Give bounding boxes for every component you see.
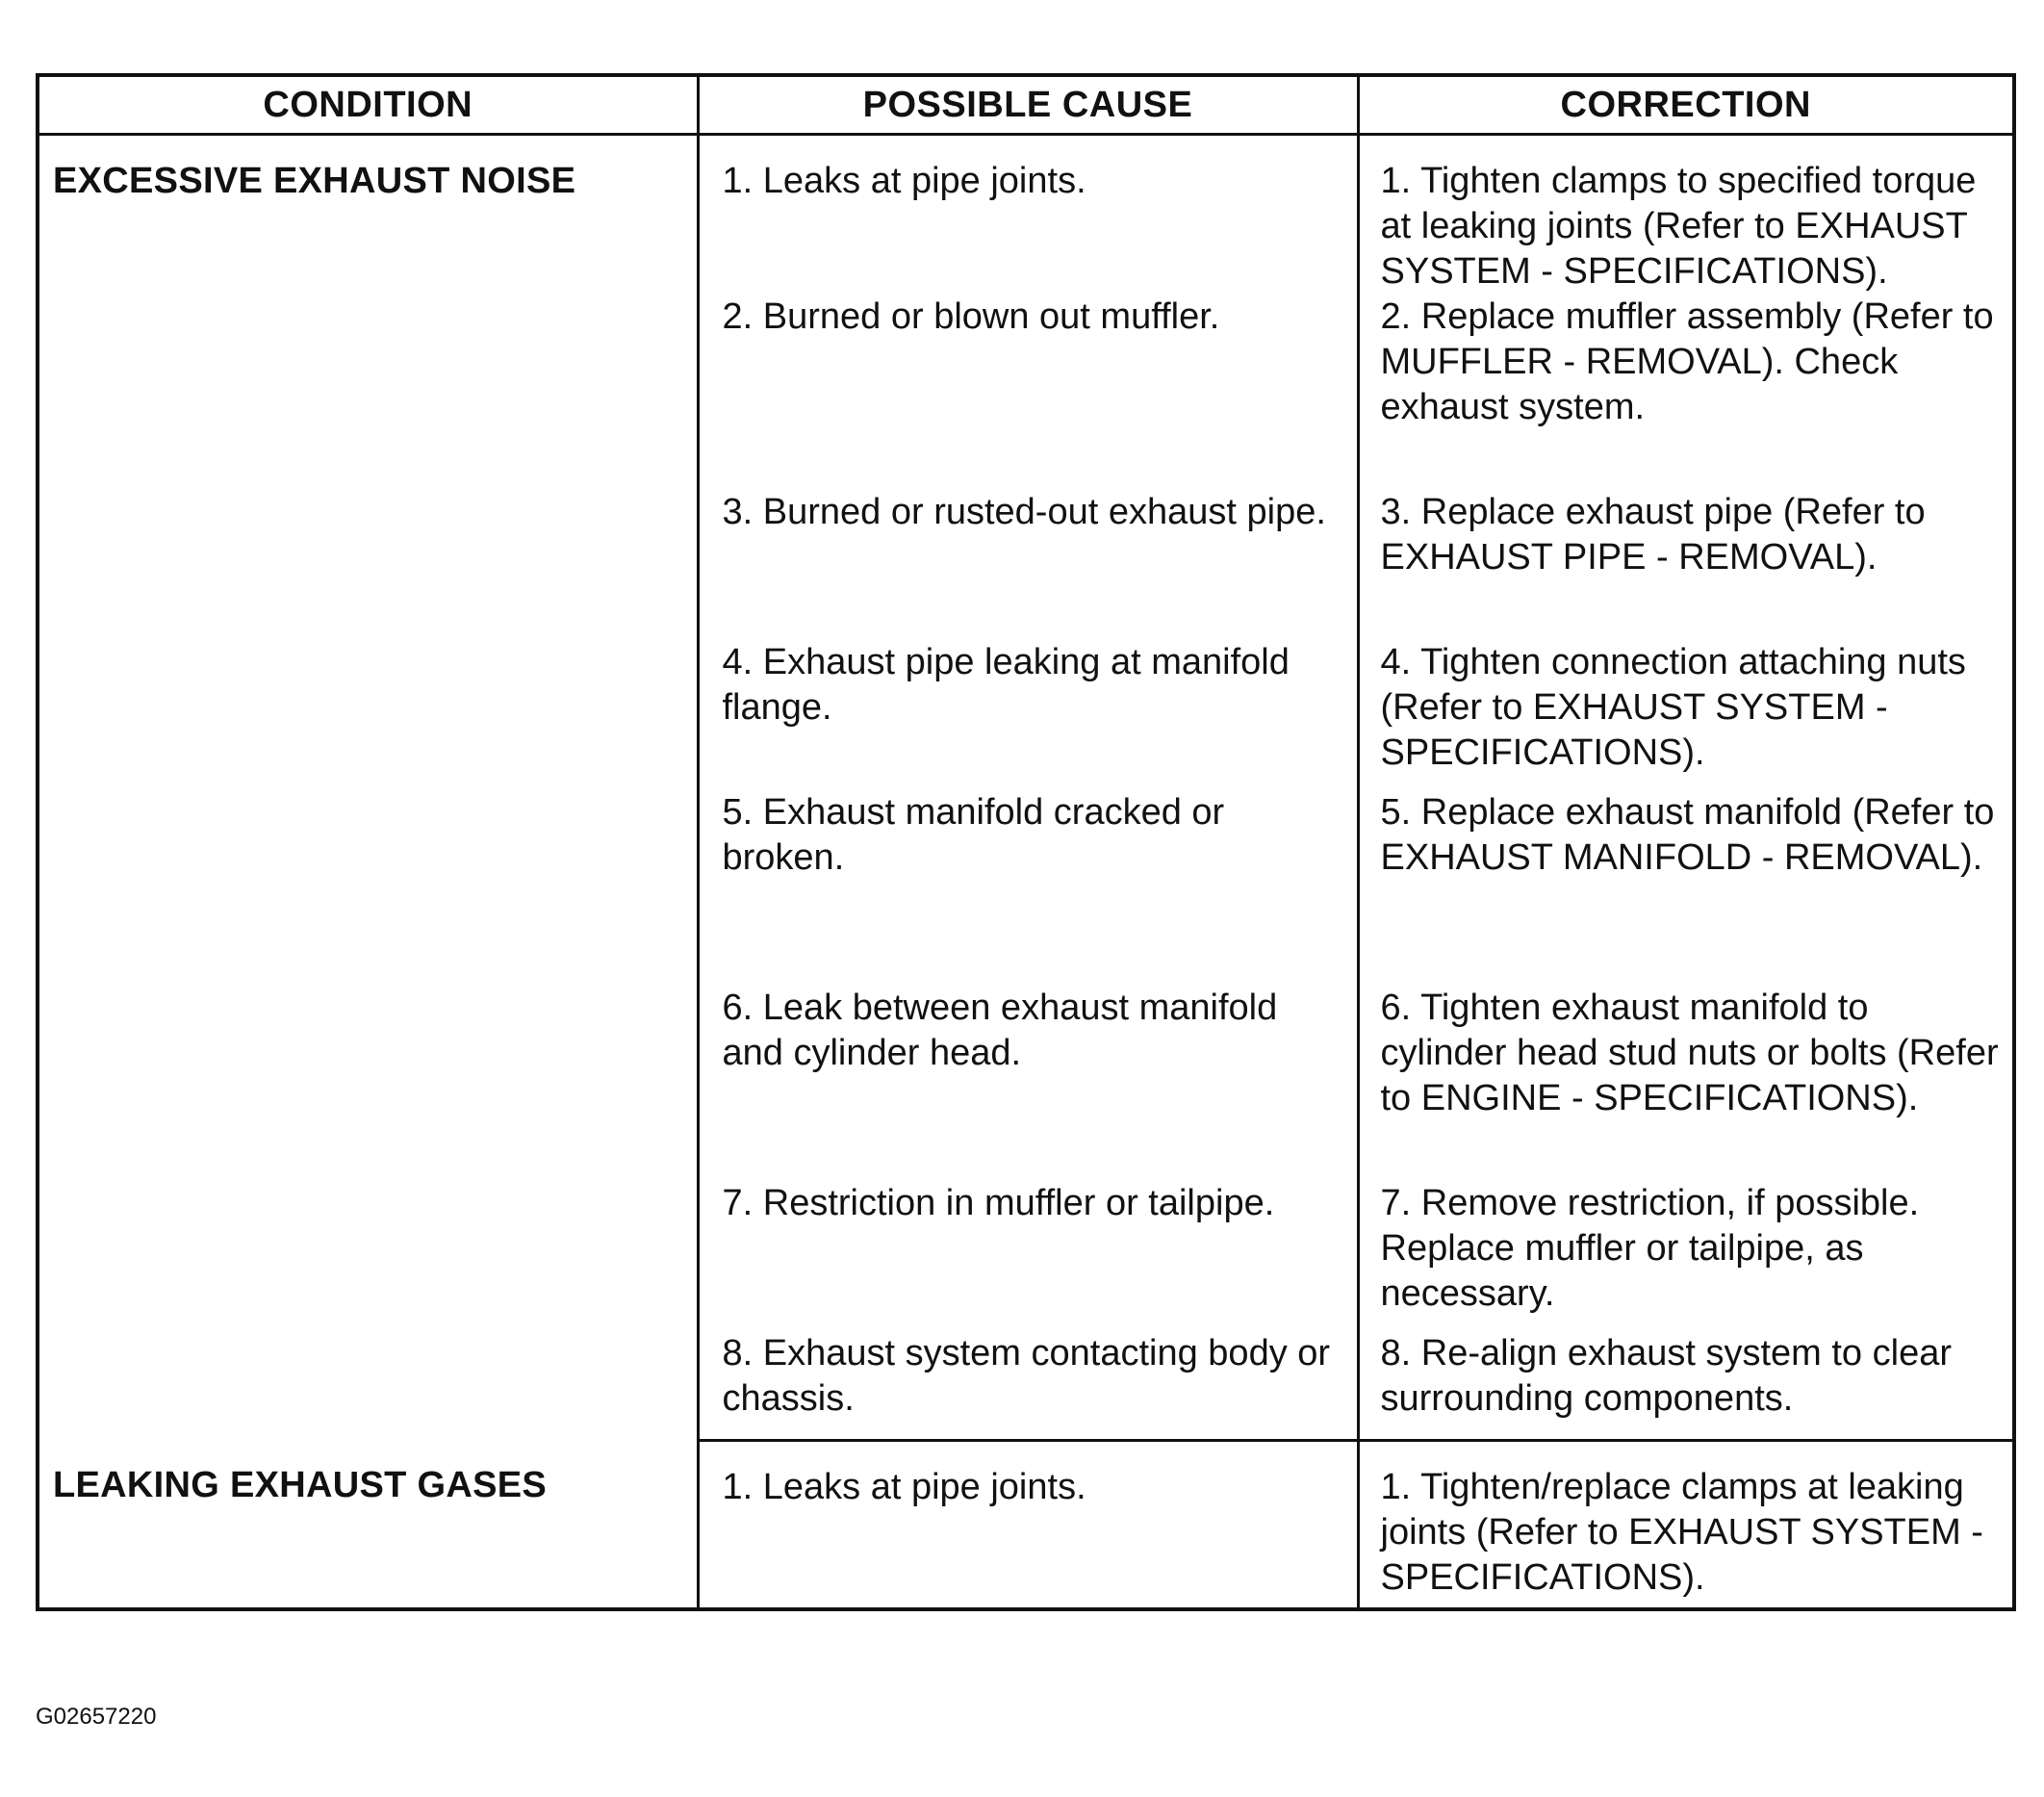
cause-cell: 8. Exhaust system contacting body or chassis. bbox=[698, 1331, 1358, 1440]
correction-cell: 4. Tighten connection attaching nuts (Refer to EXHAUST SYSTEM - SPECIFICATIONS). bbox=[1358, 640, 2014, 790]
cause-cell: 6. Leak between exhaust manifold and cylinder head. bbox=[698, 986, 1358, 1181]
correction-cell: 7. Remove restriction, if possible. Replace muffler or tailpipe, as necessary. bbox=[1358, 1181, 2014, 1331]
correction-cell: 3. Replace exhaust pipe (Refer to EXHAUST PIPE - REMOVAL). bbox=[1358, 490, 2014, 640]
cause-cell: 4. Exhaust pipe leaking at manifold flange. bbox=[698, 640, 1358, 790]
cause-cell: 2. Burned or blown out muffler. bbox=[698, 295, 1358, 490]
correction-cell: 1. Tighten clamps to specified torque at leaking joints (Refer to EXHAUST SYSTEM - SPECIFICATIONS). bbox=[1358, 135, 2014, 295]
diagnosis-table bbox=[36, 73, 2016, 1611]
header-possible-cause: POSSIBLE CAUSE bbox=[698, 75, 1358, 135]
condition-leaking-exhaust-gases: LEAKING EXHAUST GASES bbox=[38, 1440, 698, 1609]
header-row bbox=[38, 75, 2014, 135]
correction-cell: 1. Tighten/replace clamps at leaking joints (Refer to EXHAUST SYSTEM - SPECIFICATIONS). bbox=[1358, 1440, 2014, 1609]
cause-cell: 1. Leaks at pipe joints. bbox=[698, 1440, 1358, 1609]
header-condition: CONDITION bbox=[38, 75, 698, 135]
table-row bbox=[38, 1440, 2014, 1609]
figure-id: G02657220 bbox=[36, 1704, 157, 1730]
cause-cell: 5. Exhaust manifold cracked or broken. bbox=[698, 790, 1358, 986]
correction-cell: 8. Re-align exhaust system to clear surrounding components. bbox=[1358, 1331, 2014, 1440]
condition-excessive-exhaust-noise: EXCESSIVE EXHAUST NOISE bbox=[38, 135, 698, 1441]
table-row bbox=[38, 135, 2014, 295]
cause-cell: 7. Restriction in muffler or tailpipe. bbox=[698, 1181, 1358, 1331]
cause-cell: 1. Leaks at pipe joints. bbox=[698, 135, 1358, 295]
header-correction: CORRECTION bbox=[1358, 75, 2014, 135]
cause-cell: 3. Burned or rusted-out exhaust pipe. bbox=[698, 490, 1358, 640]
correction-cell: 5. Replace exhaust manifold (Refer to EXHAUST MANIFOLD - REMOVAL). bbox=[1358, 790, 2014, 986]
correction-cell: 6. Tighten exhaust manifold to cylinder head stud nuts or bolts (Refer to ENGINE - SPECIFICATIONS). bbox=[1358, 986, 2014, 1181]
correction-cell: 2. Replace muffler assembly (Refer to MUFFLER - REMOVAL). Check exhaust system. bbox=[1358, 295, 2014, 490]
